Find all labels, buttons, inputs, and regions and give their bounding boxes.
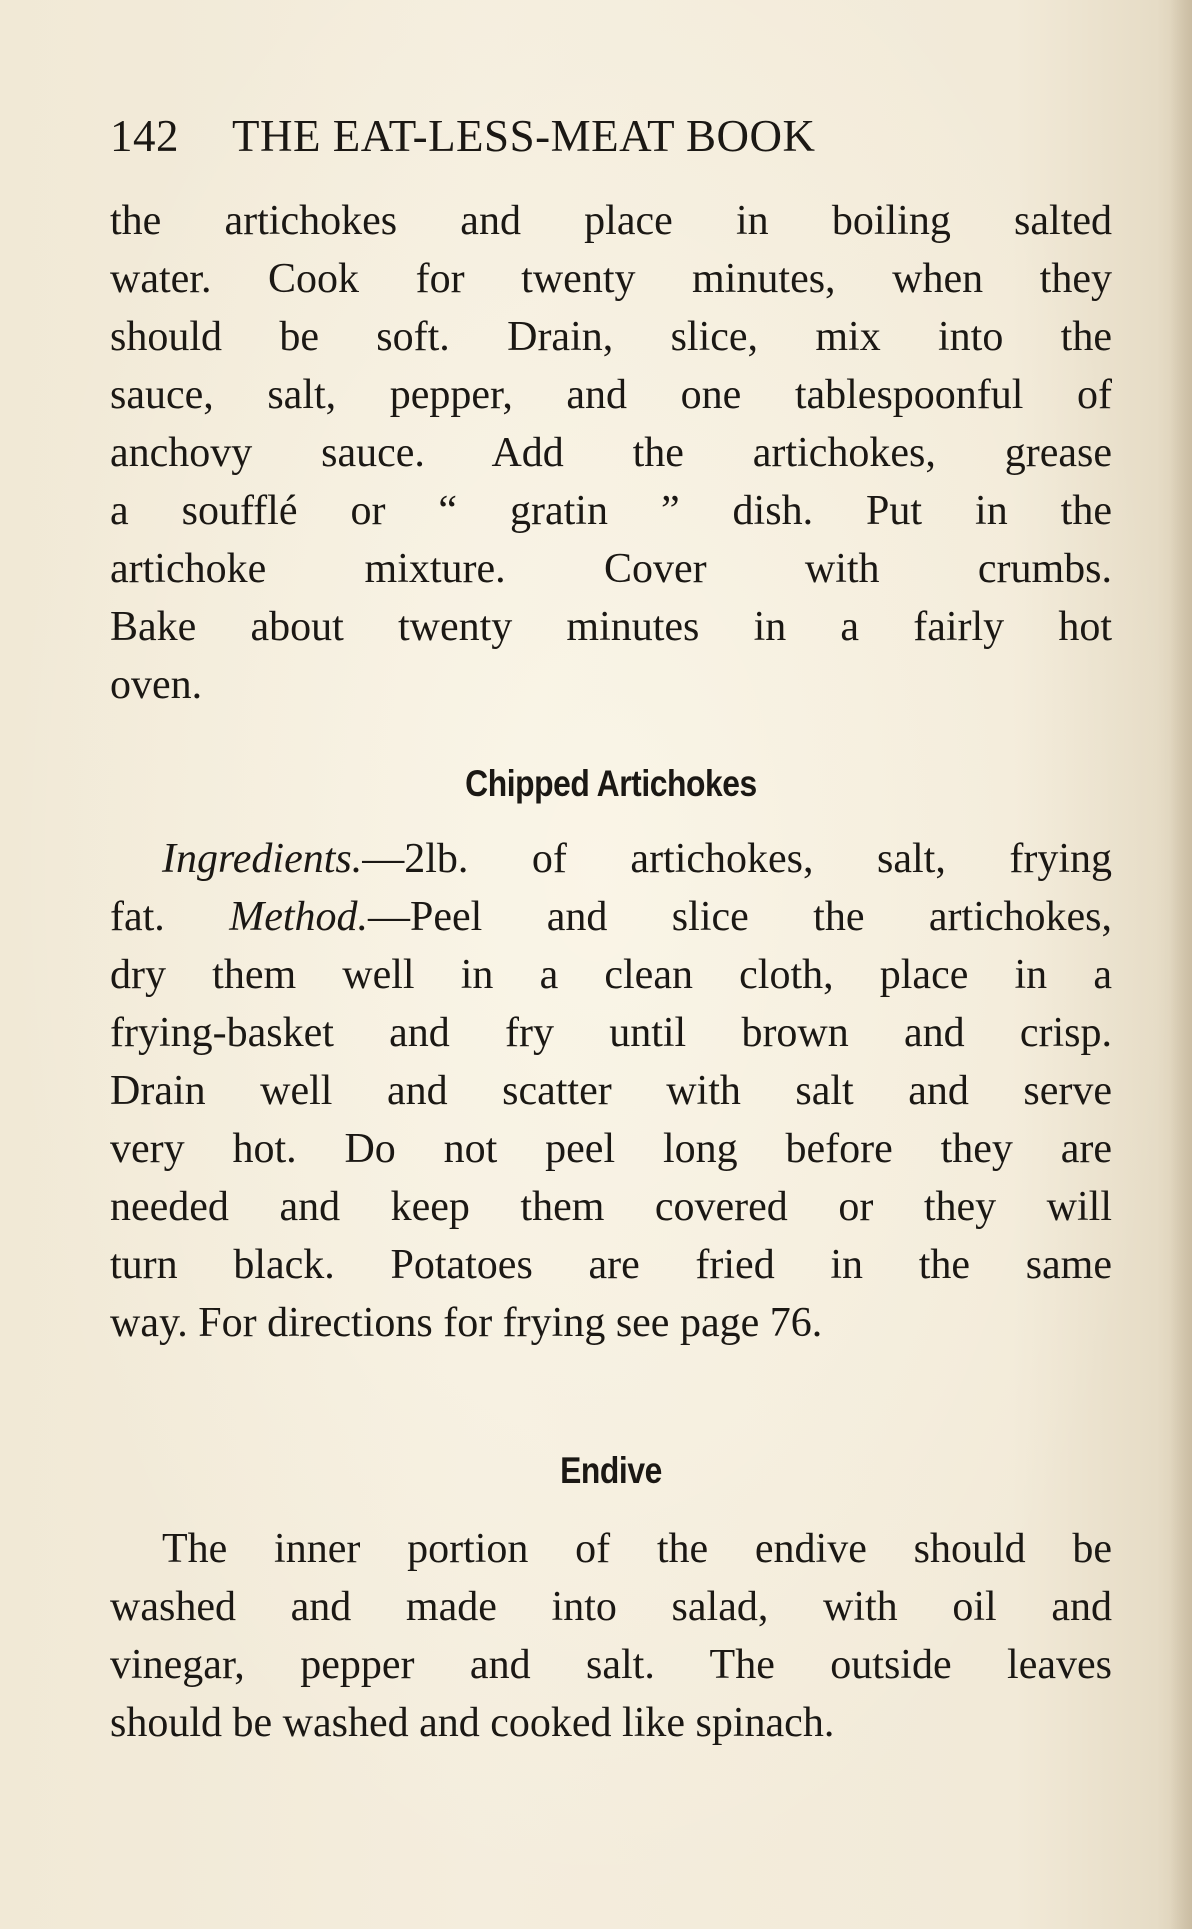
method-label: Method. (229, 894, 369, 940)
text-line: anchovy sauce. Add the artichokes, grease (110, 430, 1112, 476)
text-line (110, 888, 1112, 946)
text-line: way. For directions for frying see page 76. (110, 1300, 823, 1346)
continuation-paragraph (110, 192, 1112, 714)
running-head (110, 106, 1010, 166)
line-start: fat. (110, 894, 230, 940)
section-heading-chipped-artichokes: Chipped Artichokes (465, 763, 757, 804)
text-line: water. Cook for twenty minutes, when they (110, 256, 1112, 302)
book-title: THE EAT-LESS-MEAT BOOK (232, 111, 816, 161)
text-line: vinegar, pepper and salt. The outside leaves (110, 1642, 1112, 1688)
ingredients-text: —2lb. of artichokes, salt, frying (362, 836, 1112, 882)
section-heading-endive: Endive (560, 1450, 662, 1491)
text-line: artichoke mixture. Cover with crumbs. (110, 546, 1112, 592)
method-text: —Peel and slice the artichokes, (368, 894, 1113, 940)
text-line: The inner portion of the endive should be (162, 1526, 1112, 1572)
text-line: should be soft. Drain, slice, mix into the (110, 314, 1112, 360)
text-line: needed and keep them covered or they will (110, 1184, 1112, 1230)
text-line: Drain well and scatter with salt and serve (110, 1068, 1112, 1114)
text-line: a soufflé or “ gratin ” dish. Put in the (110, 488, 1112, 534)
page-edge-shadow (1170, 0, 1192, 1929)
text-line: should be washed and cooked like spinach. (110, 1700, 835, 1746)
text-line: dry them well in a clean cloth, place in a (110, 952, 1112, 998)
chipped-artichokes-paragraph (110, 830, 1112, 1352)
text-line: sauce, salt, pepper, and one tablespoonful of (110, 372, 1112, 418)
text-line: Bake about twenty minutes in a fairly hot (110, 604, 1112, 650)
text-line: the artichokes and place in boiling salted (110, 198, 1112, 244)
text-line: very hot. Do not peel long before they are (110, 1126, 1112, 1172)
text-line: turn black. Potatoes are fried in the same (110, 1242, 1112, 1288)
text-line: frying-basket and fry until brown and crisp. (110, 1010, 1112, 1056)
endive-paragraph (110, 1520, 1112, 1752)
ingredients-label: Ingredients. (162, 836, 363, 882)
page-number: 142 (110, 111, 179, 161)
text-line: washed and made into salad, with oil and (110, 1584, 1112, 1630)
text-line: oven. (110, 662, 203, 708)
text-line (110, 830, 1112, 888)
